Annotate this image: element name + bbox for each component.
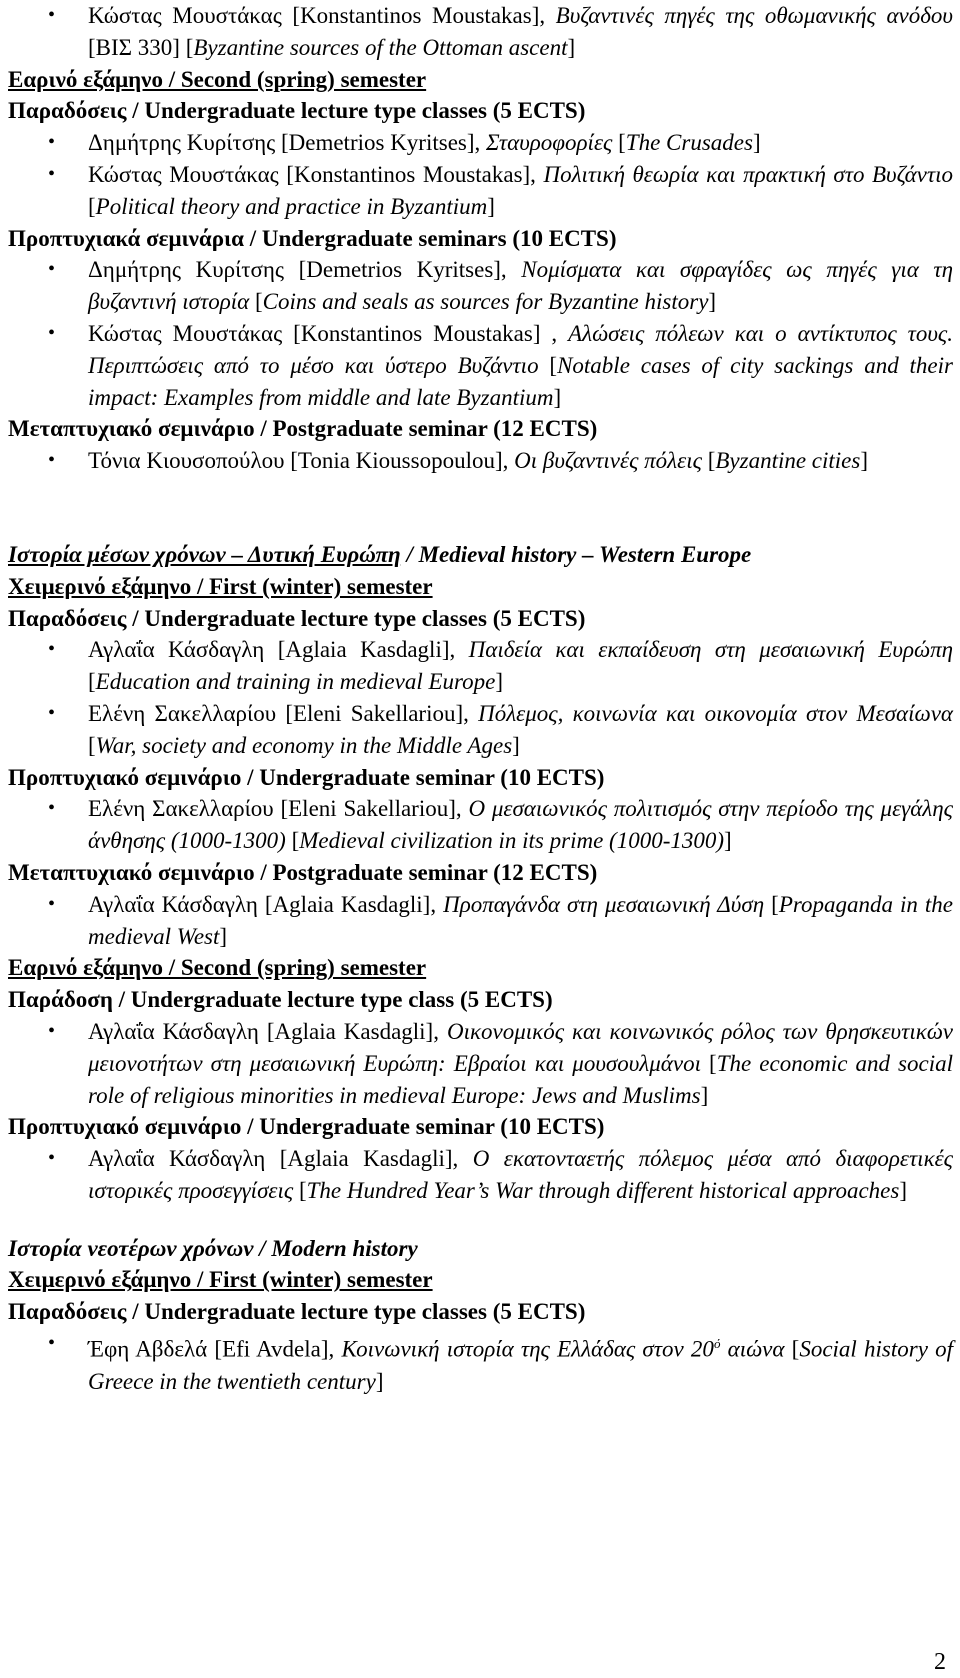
course-type-heading: Προπτυχιακό σεμινάριο / Undergraduate seminar (10 ECTS) [8, 764, 605, 790]
list-item: • Δημήτρης Κυρίτσης [Demetrios Kyritses], Σταυροφορίες [The Crusades] [8, 127, 953, 159]
bullet: • [48, 449, 56, 472]
list-item: • Αγλαΐα Κάσδαγλη [Aglaia Kasdagli], Παιδεία και εκπαίδευση στη μεσαιωνική Ευρώπη [Education and training in medieval Europe] [8, 634, 953, 698]
bullet: • [48, 892, 56, 915]
bullet: • [48, 701, 56, 724]
list-item: • Ελένη Σακελλαρίου [Eleni Sakellariou], Πόλεμος, κοινωνία και οικονομία στον Μεσαίωνα [War, society and economy in the Middle Ages] [8, 698, 953, 762]
bullet: • [48, 1147, 56, 1170]
bullet: • [48, 131, 56, 154]
course-type-heading: Παραδόσεις / Undergraduate lecture type classes (5 ECTS) [8, 605, 586, 631]
course-type-heading: Παραδόσεις / Undergraduate lecture type classes (5 ECTS) [8, 1299, 586, 1325]
bullet: • [48, 1332, 56, 1355]
list-item: • Τόνια Κιουσοπούλου [Tonia Kioussopoulou], Οι βυζαντινές πόλεις [Byzantine cities] [8, 445, 953, 477]
document-page [8, 0, 953, 1397]
semester-heading: Εαρινό εξάμηνο / Second (spring) semester [8, 66, 427, 92]
list-item: • Κώστας Μουστάκας [Konstantinos Moustakas], Πολιτική θεωρία και πρακτική στο Βυζάντιο [Political theory and practice in Byzantium] [8, 159, 953, 223]
semester-heading: Εαρινό εξάμηνο / Second (spring) semester [8, 955, 427, 981]
list-item: • Κώστας Μουστάκας [Konstantinos Moustakas] , Αλώσεις πόλεων και ο αντίκτυπος τους. Περιπτώσεις από το μέσο και ύστερο Βυζάντιο [Notable cases of city sackings and their impact: Examples from middle and late Byzantium] [8, 318, 953, 413]
list-item: • Αγλαΐα Κάσδαγλη [Aglaia Kasdagli], Προπαγάνδα στη μεσαιωνική Δύση [Propaganda in the medieval West] [8, 889, 953, 953]
bullet: • [48, 258, 56, 281]
course-type-heading: Προπτυχιακό σεμινάριο / Undergraduate seminar (10 ECTS) [8, 1114, 605, 1140]
course-type-heading: Μεταπτυχιακό σεμινάριο / Postgraduate seminar (12 ECTS) [8, 416, 598, 442]
course-type-heading: Παραδόσεις / Undergraduate lecture type classes (5 ECTS) [8, 98, 586, 124]
course-type-heading: Παράδοση / Undergraduate lecture type class (5 ECTS) [8, 987, 553, 1013]
semester-heading: Χειμερινό εξάμηνο / First (winter) semester [8, 1267, 433, 1293]
semester-heading: Χειμερινό εξάμηνο / First (winter) semester [8, 573, 433, 599]
bullet: • [48, 321, 56, 344]
course-type-heading: Προπτυχιακά σεμινάρια / Undergraduate seminars (10 ECTS) [8, 225, 617, 251]
bullet: • [48, 4, 56, 26]
section-title: Ιστορία μέσων χρόνων – Δυτική Ευρώπη / Medieval history – Western Europe [8, 541, 752, 567]
section-title: Ιστορία νεοτέρων χρόνων / Modern history [8, 1235, 418, 1261]
list-item: • Έφη Αβδελά [Efi Avdela], Κοινωνική ιστορία της Ελλάδας στον $20^ό$ αιώνα [Social history of Greece in the twentieth century] [8, 1328, 953, 1397]
list-item: • Αγλαΐα Κάσδαγλη [Aglaia Kasdagli], Ο εκατονταετής πόλεμος μέσα από διαφορετικές ιστορικές προσεγγίσεις [The Hundred Year’s War through different historical approaches] [8, 1143, 953, 1207]
page-number: 2 [934, 1649, 946, 1675]
bullet: • [48, 162, 56, 185]
bullet: • [48, 1019, 56, 1042]
list-item: • Κώστας Μουστάκας [Konstantinos Moustakas], Βυζαντινές πηγές της οθωμανικής ανόδου [ΒΙΣ 330] [Byzantine sources of the Ottoman ascent] [8, 0, 953, 64]
bullet: • [48, 638, 56, 661]
course-type-heading: Μεταπτυχιακό σεμινάριο / Postgraduate seminar (12 ECTS) [8, 859, 598, 885]
list-item: • Δημήτρης Κυρίτσης [Demetrios Kyritses], Νομίσματα και σφραγίδες ως πηγές για τη βυζαντινή ιστορία [Coins and seals as sources for Byzantine history] [8, 254, 953, 318]
list-item: • Αγλαΐα Κάσδαγλη [Aglaia Kasdagli], Οικονομικός και κοινωνικός ρόλος των θρησκευτικών μειονοτήτων στη μεσαιωνική Ευρώπη: Εβραίοι και μουσουλμάνοι [The economic and social role of religious minorities in medieval Europe: Jews and Muslims] [8, 1016, 953, 1111]
list-item: • Ελένη Σακελλαρίου [Eleni Sakellariou], Ο μεσαιωνικός πολιτισμός στην περίοδο της μεγάλης άνθησης (1000-1300) [Medieval civilization in its prime (1000-1300)] [8, 793, 953, 857]
bullet: • [48, 797, 56, 820]
